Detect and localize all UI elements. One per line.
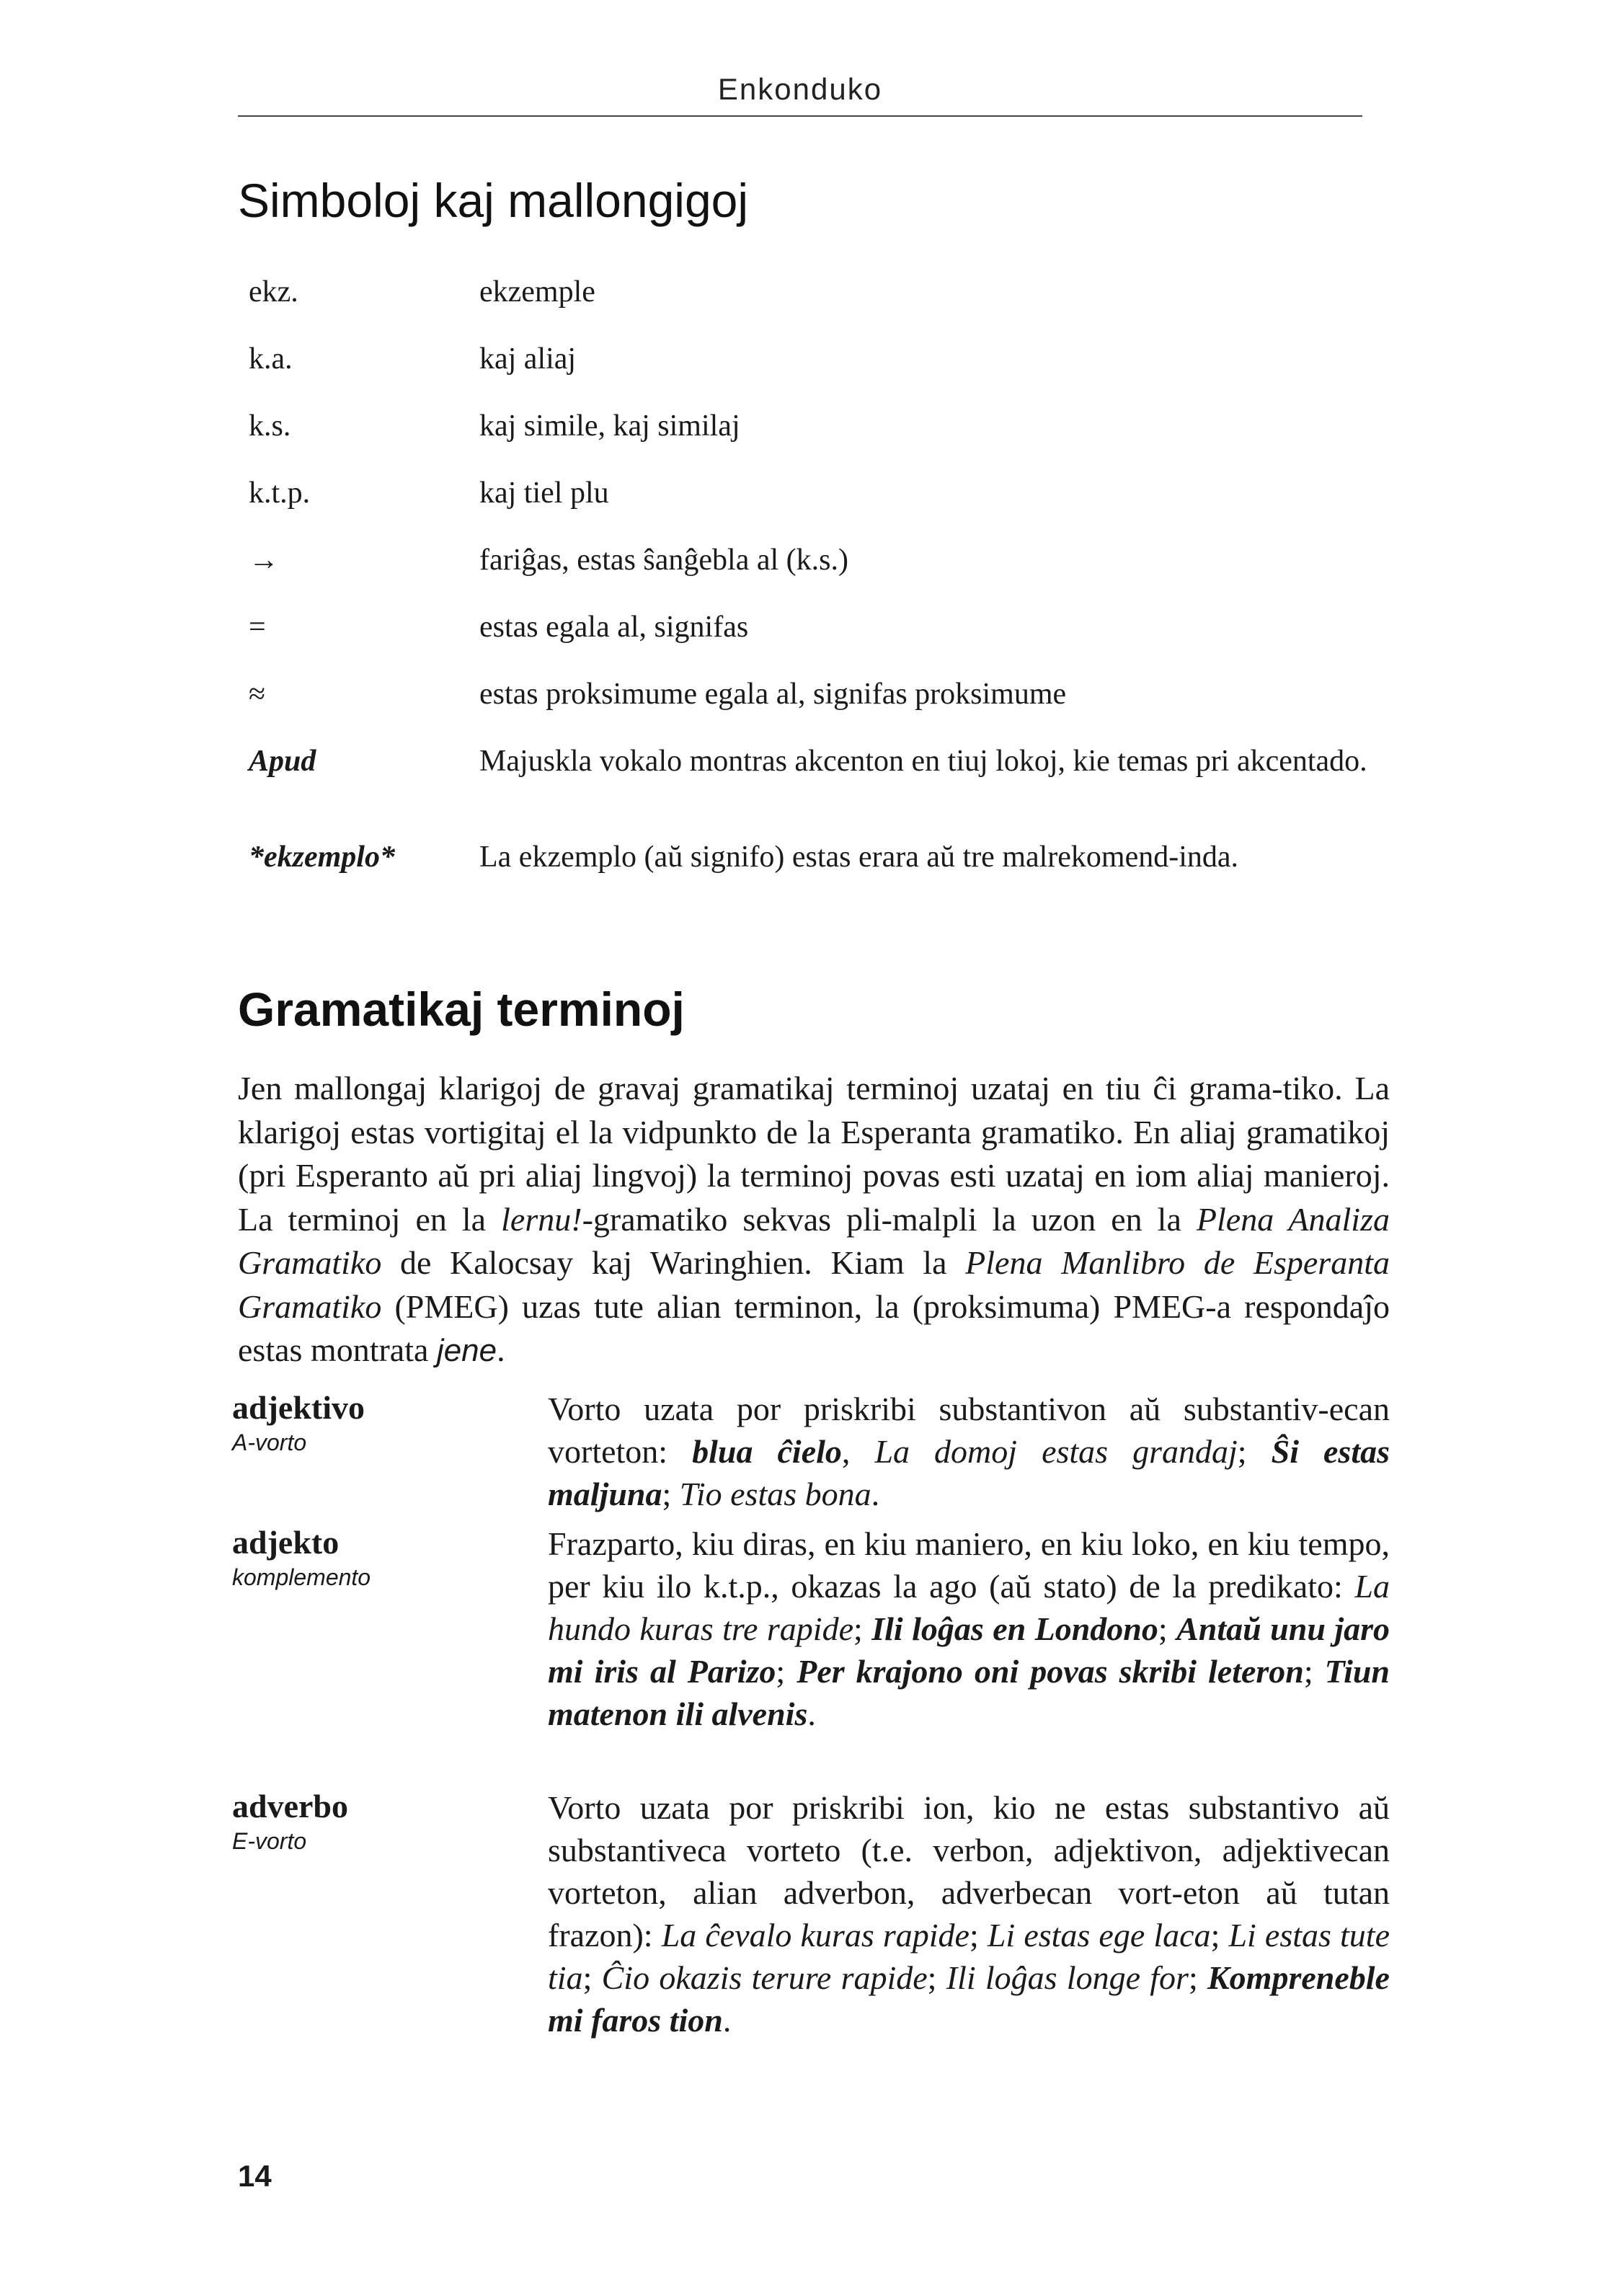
symbol-row xyxy=(249,270,1373,337)
glossary-term: adjekto xyxy=(232,1524,340,1561)
glossary-definition: Frazparto, kiu diras, en kiu maniero, en kiu loko, en kiu tempo, per kiu ilo k.t.p., okazas la ago (aŭ stato) de la predikato: La hundo kuras tre rapide; Ili loĝas en Londono; Antaŭ unu jaro mi iris al Parizo; Per krajono oni povas skribi leteron; Tiun matenon ili alvenis. xyxy=(548,1525,1390,1732)
glossary-entry xyxy=(232,1388,1390,1515)
symbol-row xyxy=(249,404,1373,471)
symbol-abbr: ekz. xyxy=(249,275,298,309)
grammar-intro: Jen mallongaj klarigoj de gravaj gramatikaj terminoj uzataj en tiu ĉi grama-tiko. La klarigoj estas vortigitaj el la vidpunkto de la Esperanta gramatiko. En aliaj gramatikoj (pri Esperanto aŭ pri aliaj lingvoj) la terminoj povas esti uzataj en iom aliaj manieroj. La terminoj en la lernu!-gramatiko sekvas pli-malpli la uzon en la Plena Analiza Gramatiko de Kalocsay kaj Waringhien. Kiam la Plena Manlibro de Esperanta Gramatiko (PMEG) uzas tute alian terminon, la (proksimuma) PMEG-a respondaĵo estas montrata jene. xyxy=(238,1070,1390,1368)
symbol-row xyxy=(249,606,1373,673)
symbol-row xyxy=(249,740,1373,835)
symbols-table xyxy=(249,270,1373,879)
symbol-abbr: *ekzemplo* xyxy=(249,841,395,874)
symbol-row xyxy=(249,471,1373,538)
symbol-row xyxy=(249,835,1373,879)
symbol-abbr: Apud xyxy=(249,745,316,778)
symbol-expl: fariĝas, estas ŝanĝebla al (k.s.) xyxy=(479,544,848,577)
glossary-definition: Vorto uzata por priskribi ion, kio ne estas substantivo aŭ substantiveca vorteto (t.e. verbon, adjektivon, adjektivecan vorteton, alian adverbon, adverbecan vort-eton aŭ tutan frazon): La ĉevalo kuras rapide; Li estas ege laca; Li estas tute tia; Ĉio okazis terure rapide; Ili loĝas longe for; Kompreneble mi faros tion. xyxy=(548,1789,1390,2039)
running-title: Enkonduko xyxy=(717,72,883,106)
symbol-expl: estas egala al, signifas xyxy=(479,611,749,644)
book-title: Plena Analiza Gramatiko xyxy=(238,1200,1390,1281)
symbol-expl: Majuskla vokalo montras akcenton en tiuj lokoj, kie temas pri akcentado. xyxy=(479,745,1367,778)
glossary-entry xyxy=(232,1522,1390,1735)
pmeg-term-sample: jene xyxy=(436,1333,497,1368)
pmeg-term: komplemento xyxy=(232,1564,371,1590)
symbol-abbr: k.t.p. xyxy=(249,476,311,510)
symbol-row xyxy=(249,337,1373,404)
symbol-expl: ekzemple xyxy=(479,275,595,309)
book-title: Plena Manlibro de Esperanta Gramatiko xyxy=(238,1244,1390,1325)
symbol-expl: estas proksimume egala al, signifas proksimume xyxy=(479,678,1067,711)
symbol-row xyxy=(249,673,1373,740)
header-rule xyxy=(238,115,1362,117)
symbols-heading: Simboloj kaj mallongigoj xyxy=(238,174,749,227)
symbol-expl: kaj simile, kaj similaj xyxy=(479,409,740,443)
page-number: 14 xyxy=(238,2159,272,2193)
glossary-definition: Vorto uzata por priskribi substantivon aŭ substantiv-ecan vorteton: blua ĉielo, La domoj estas grandaj; Ŝi estas maljuna; Tio estas bona. xyxy=(548,1391,1390,1512)
glossary-entry xyxy=(232,1786,1390,2041)
symbol-abbr: k.a. xyxy=(249,342,293,376)
pmeg-term: E-vorto xyxy=(232,1828,307,1854)
approx-symbol: ≈ xyxy=(249,678,266,711)
arrow-symbol: → xyxy=(249,544,279,577)
symbol-expl: La ekzemplo (aŭ signifo) estas erara aŭ tre malrekomend-inda. xyxy=(479,841,1239,874)
symbol-expl: kaj aliaj xyxy=(479,342,577,376)
glossary-term: adverbo xyxy=(232,1788,348,1824)
symbol-row xyxy=(249,538,1373,606)
grammar-heading: Gramatikaj terminoj xyxy=(238,983,685,1036)
equals-symbol: = xyxy=(249,611,266,644)
pmeg-term: A-vorto xyxy=(232,1429,307,1455)
glossary-term: adjektivo xyxy=(232,1389,365,1426)
symbol-expl: kaj tiel plu xyxy=(479,476,609,510)
lernu-title: lernu! xyxy=(501,1200,582,1238)
symbol-abbr: k.s. xyxy=(249,409,291,443)
